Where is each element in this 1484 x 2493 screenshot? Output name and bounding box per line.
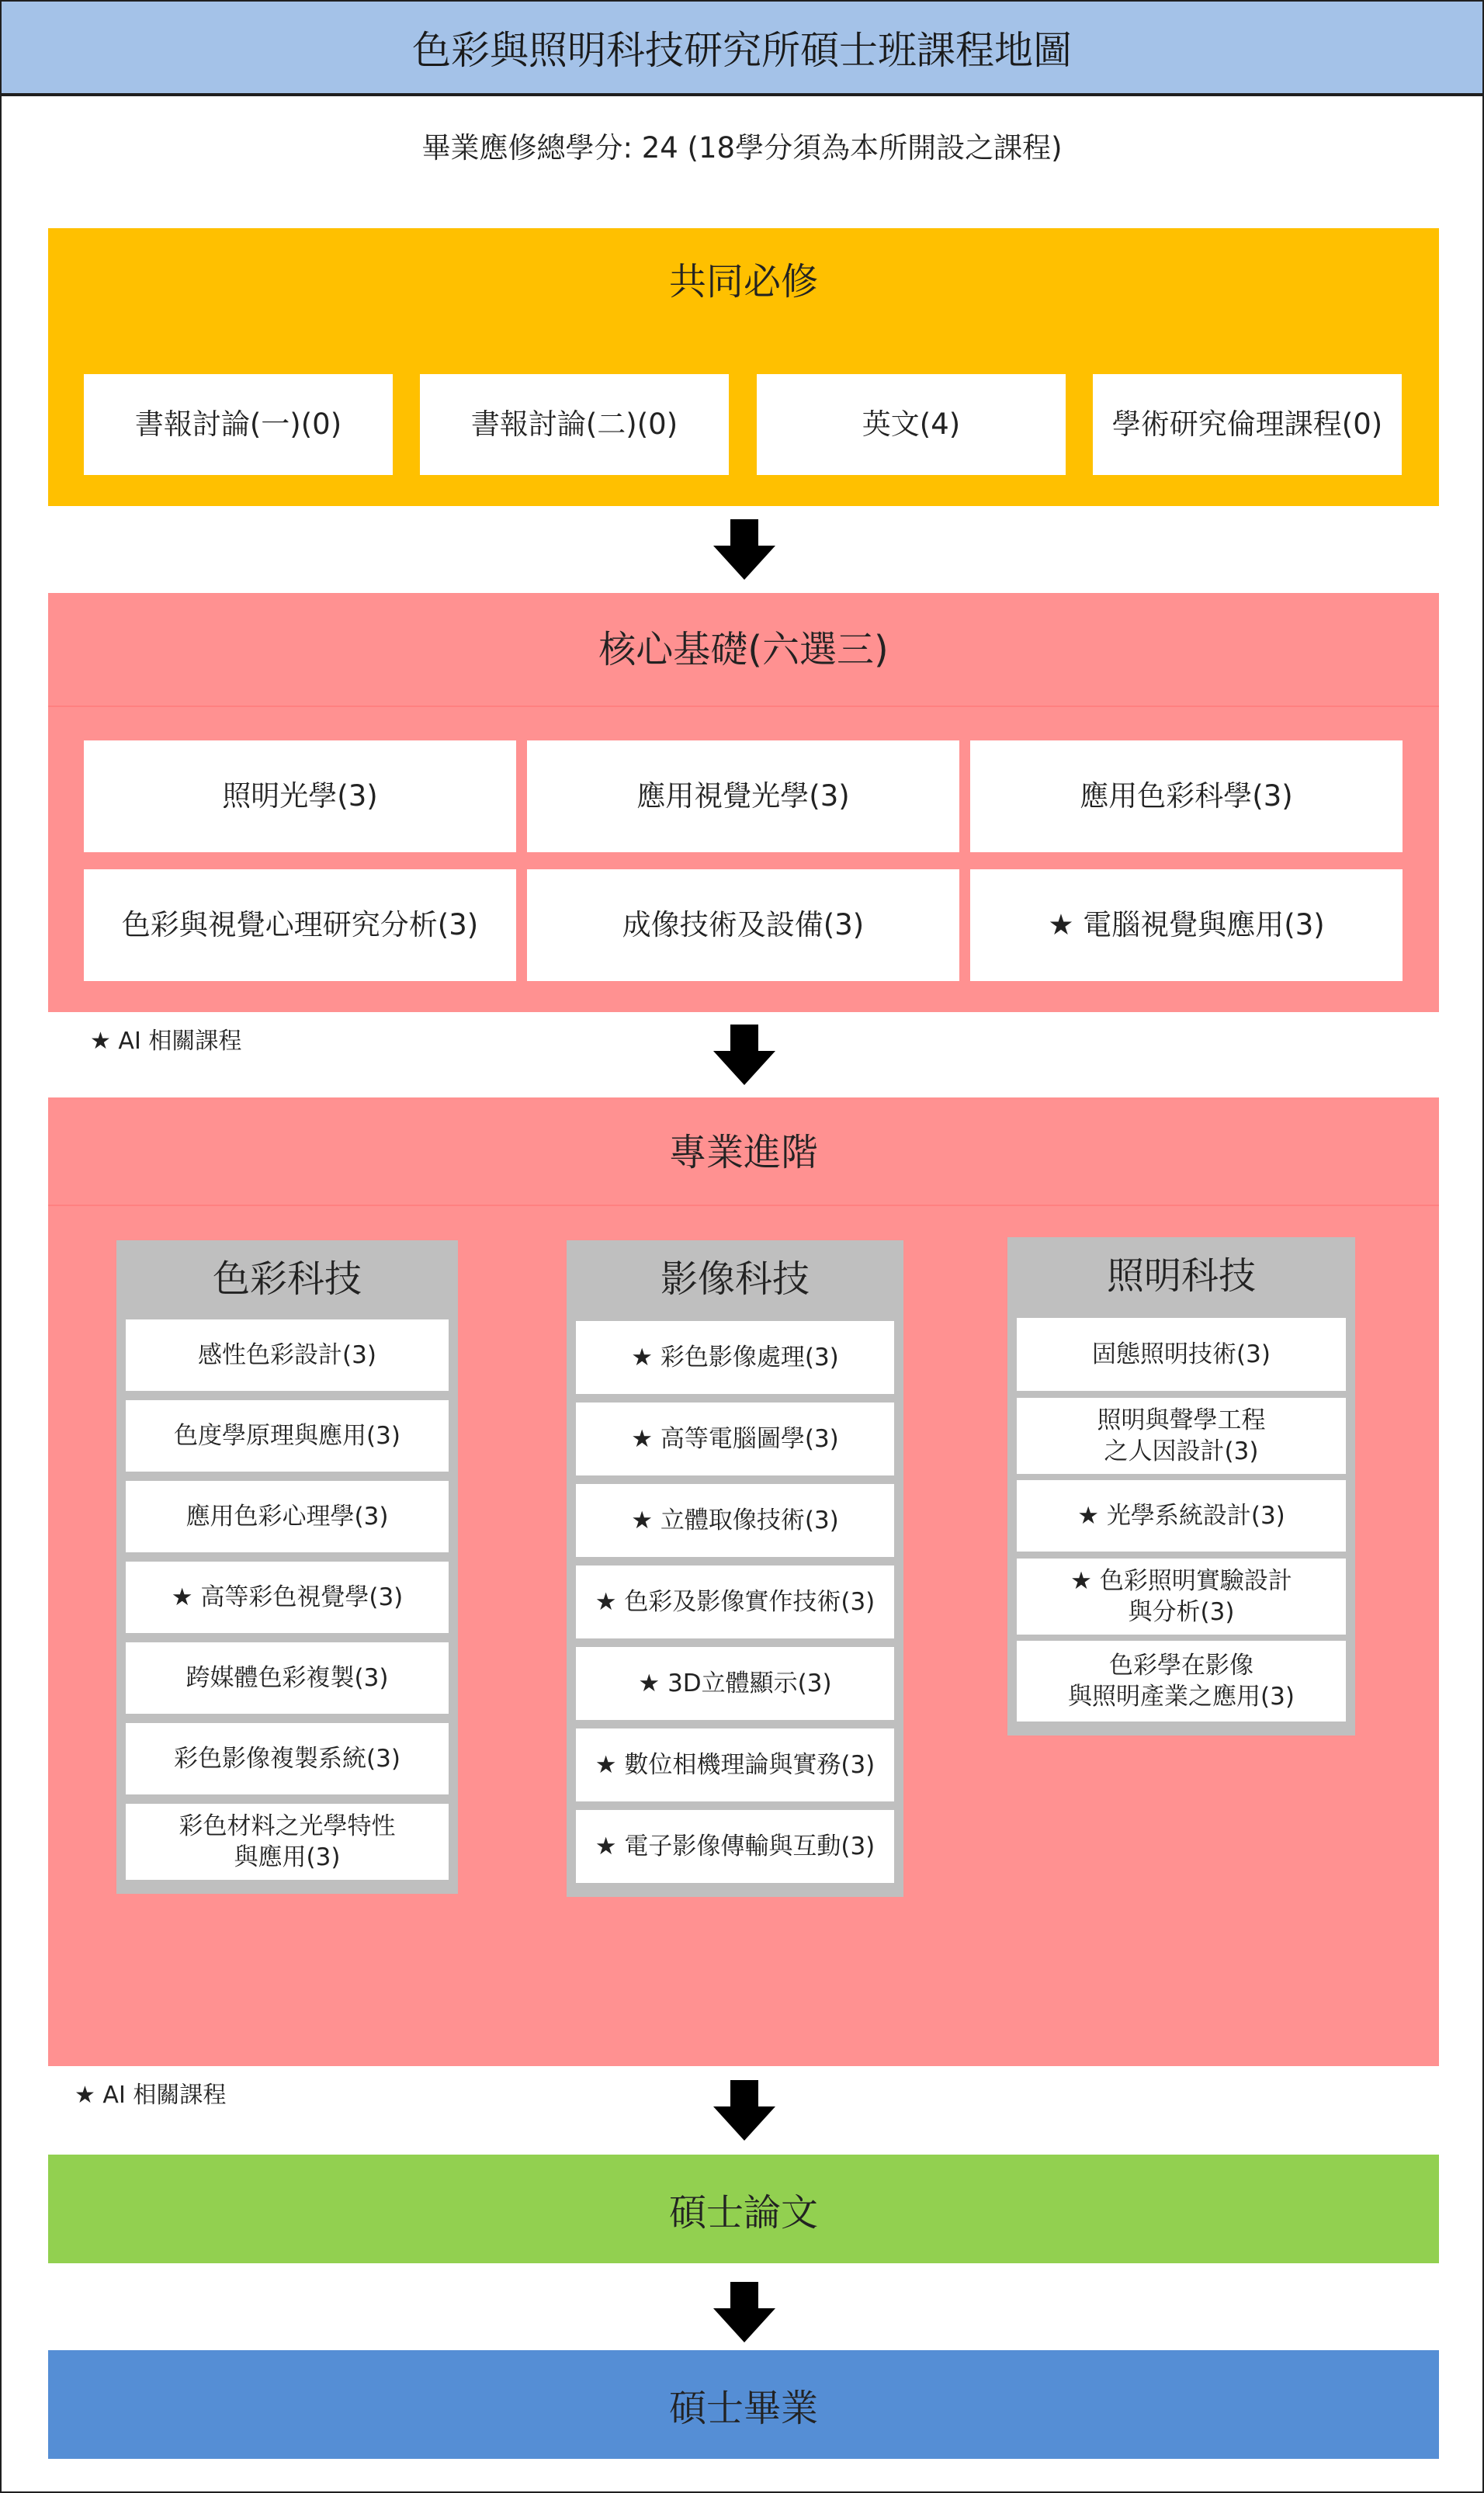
thesis-section <box>48 2155 1439 2263</box>
track-course: 跨媒體色彩複製(3) <box>126 1642 449 1714</box>
arrow-down-icon <box>713 519 775 580</box>
track-course: ★ 彩色影像處理(3) <box>576 1321 894 1394</box>
track-course: 彩色影像複製系統(3) <box>126 1723 449 1794</box>
page-title: 色彩與照明科技研究所碩士班課程地圖 <box>2 2 1482 96</box>
track-imaging-tech <box>567 1240 903 1897</box>
track-course: 感性色彩設計(3) <box>126 1319 449 1391</box>
track-course: ★ 光學系統設計(3) <box>1017 1480 1346 1552</box>
track-course: 照明與聲學工程 之人因設計(3) <box>1017 1398 1346 1474</box>
core-course: ★ 電腦視覺與應用(3) <box>970 869 1403 981</box>
required-course: 英文(4) <box>757 374 1066 475</box>
ai-course-note: ★ AI 相關課程 <box>90 1028 242 1055</box>
track-course: ★ 高等彩色視覺學(3) <box>126 1562 449 1633</box>
track-course: 色彩學在影像 與照明產業之應用(3) <box>1017 1641 1346 1722</box>
track-title: 色彩科技 <box>212 1257 362 1301</box>
graduation-section <box>48 2350 1439 2459</box>
core-course: 照明光學(3) <box>84 740 516 852</box>
arrow-down-icon <box>713 2282 775 2342</box>
required-section <box>48 228 1439 506</box>
track-course: 色度學原理與應用(3) <box>126 1400 449 1472</box>
graduation-title: 碩士畢業 <box>668 2386 818 2430</box>
track-title: 照明科技 <box>1106 1253 1256 1298</box>
track-color-tech <box>116 1240 458 1894</box>
track-course: 應用色彩心理學(3) <box>126 1481 449 1552</box>
track-lighting-tech <box>1007 1237 1355 1735</box>
arrow-down-icon <box>713 2080 775 2141</box>
core-section-title: 核心基礎(六選三) <box>598 628 889 671</box>
track-course: ★ 色彩及影像實作技術(3) <box>576 1565 894 1638</box>
required-section-title: 共同必修 <box>668 260 818 303</box>
core-course: 成像技術及設備(3) <box>527 869 959 981</box>
required-course: 書報討論(二)(0) <box>420 374 729 475</box>
track-course: 彩色材料之光學特性 與應用(3) <box>126 1804 449 1880</box>
arrow-down-icon <box>713 1025 775 1085</box>
core-section <box>48 593 1439 1012</box>
track-course: 固態照明技術(3) <box>1017 1318 1346 1391</box>
thesis-title: 碩士論文 <box>668 2190 818 2235</box>
track-course: ★ 數位相機理論與實務(3) <box>576 1728 894 1801</box>
ai-course-note: ★ AI 相關課程 <box>75 2082 227 2109</box>
core-course: 應用視覺光學(3) <box>527 740 959 852</box>
advanced-section-title: 專業進階 <box>668 1131 818 1174</box>
graduation-credits-text: 畢業應修總學分: 24 (18學分須為本所開設之課程) <box>421 131 1063 165</box>
track-course: ★ 高等電腦圖學(3) <box>576 1403 894 1475</box>
track-title: 影像科技 <box>660 1257 810 1301</box>
track-course: ★ 電子影像傳輸與互動(3) <box>576 1810 894 1883</box>
track-course: ★ 3D立體顯示(3) <box>576 1647 894 1720</box>
track-course: ★ 色彩照明實驗設計 與分析(3) <box>1017 1559 1346 1635</box>
required-course: 學術研究倫理課程(0) <box>1093 374 1402 475</box>
track-course: ★ 立體取像技術(3) <box>576 1484 894 1557</box>
core-course: 色彩與視覺心理研究分析(3) <box>84 869 516 981</box>
required-course: 書報討論(一)(0) <box>84 374 393 475</box>
core-course: 應用色彩科學(3) <box>970 740 1403 852</box>
advanced-section <box>48 1097 1439 2066</box>
